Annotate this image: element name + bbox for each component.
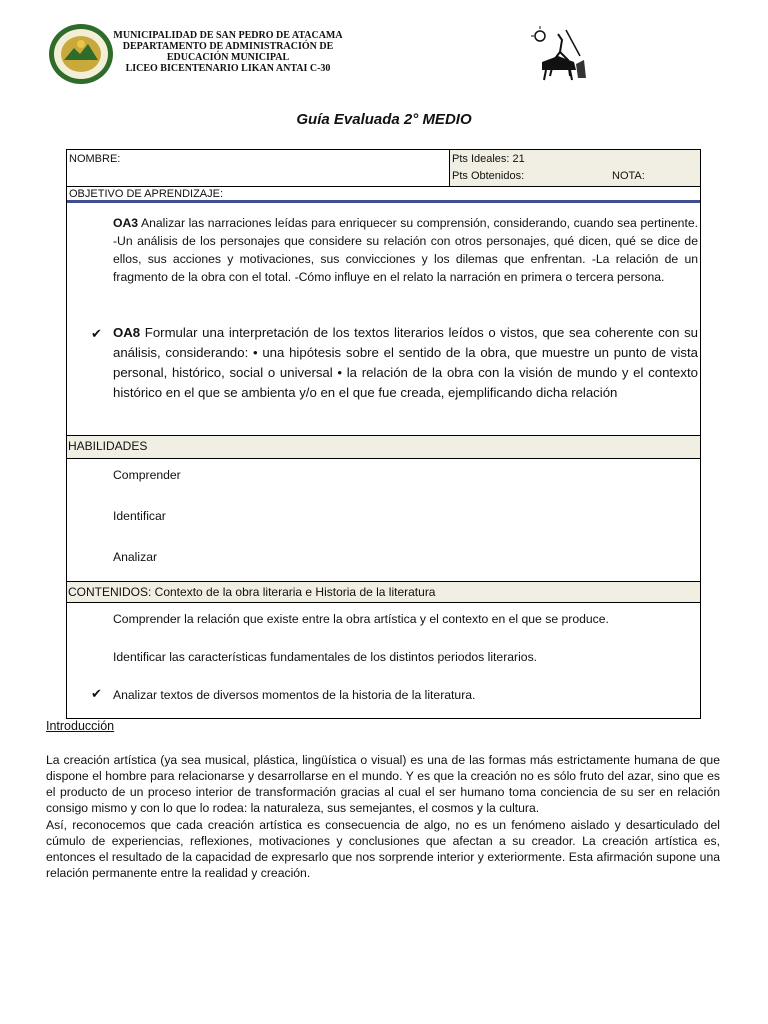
skill-text: Comprender bbox=[113, 468, 181, 482]
intro-paragraph: Así, reconocemos que cada creación artística es consecuencia de algo, no es un fenómeno aislado y desarticulado del cúmulo de experiencias, reflexiones, motivaciones y conclusiones que afectan a su creador. La creación artística es, entonces el resultado de la capacidad de expresarlo que nos sorprende interior y exteriormente. Esta afirmación supone una relación permanente entre la realidad y creación. bbox=[46, 818, 720, 880]
skill-item bbox=[91, 548, 698, 566]
quixote-illustration-icon bbox=[528, 26, 588, 82]
name-row bbox=[67, 150, 700, 187]
header-line: MUNICIPALIDAD DE SAN PEDRO DE ATACAMA bbox=[113, 30, 343, 41]
score-cell bbox=[449, 150, 700, 186]
content-item bbox=[91, 648, 698, 666]
objective-oa8 bbox=[91, 323, 698, 403]
header-line: LICEO BICENTENARIO LIKAN ANTAI C-30 bbox=[125, 63, 331, 74]
skill-item bbox=[91, 507, 698, 525]
habilidades-header: HABILIDADES bbox=[67, 435, 700, 459]
header-line: DEPARTAMENTO DE ADMINISTRACIÓN DE bbox=[122, 41, 334, 52]
skill-text: Identificar bbox=[113, 509, 166, 523]
nombre-label: NOMBRE: bbox=[69, 153, 121, 165]
intro-paragraph: La creación artística (ya sea musical, plástica, lingüística o visual) es una de las formas más estrictamente humana de que dispone el hombre para relacionarse y desarrollarse en el mundo. Y es que la creación no es sólo fruto del azar, sino que es el producto de un proceso interior de transformación gracias al cual el ser humano toma conciencia de su ser en relación consigo mismo y con lo que lo rodea: la naturaleza, sus semejantes, el cosmos y la cultura. bbox=[46, 753, 720, 815]
content-text: Analizar textos de diversos momentos de la historia de la literatura. bbox=[113, 688, 476, 702]
page-title: Guía Evaluada 2° MEDIO bbox=[296, 111, 472, 128]
skill-item bbox=[91, 466, 698, 484]
content-item bbox=[91, 686, 698, 704]
objective-oa3 bbox=[91, 214, 698, 286]
school-header bbox=[108, 30, 348, 74]
introduccion-heading: Introducción bbox=[46, 719, 115, 733]
objective-text: Formular una interpretación de los textos literarios leídos o vistos, que sea coherente con su análisis, considerando: • una hipótesis sobre el sentido de la obra, que muestre un punto de vista personal, histórico, social o universal • la relación de la obra con la visión de mundo y el contexto histórico en el que se ambienta y/o en el que fue creada, ejemplificando dicha relación bbox=[113, 325, 698, 400]
objective-code: OA8 bbox=[113, 325, 141, 340]
checkmark-icon: ✔ bbox=[91, 687, 102, 702]
checkmark-icon: ✔ bbox=[91, 327, 102, 342]
evaluation-table bbox=[66, 149, 701, 719]
content-text: Identificar las características fundamentales de los distintos periodos literarios. bbox=[113, 650, 538, 664]
contenidos-header: CONTENIDOS: Contexto de la obra literaria e Historia de la literatura bbox=[67, 581, 700, 603]
objetivo-label: OBJETIVO DE APRENDIZAJE: bbox=[69, 188, 224, 200]
objetivo-row bbox=[67, 187, 700, 203]
nota-label: NOTA: bbox=[612, 170, 645, 182]
content-text: Comprender la relación que existe entre la obra artística y el contexto en el que se produce. bbox=[113, 612, 609, 626]
school-seal-icon bbox=[46, 22, 116, 86]
objective-code: OA3 bbox=[113, 216, 139, 230]
skill-text: Analizar bbox=[113, 550, 158, 564]
header-line: EDUCACIÓN MUNICIPAL bbox=[166, 52, 290, 63]
objective-text: Analizar las narraciones leídas para enriquecer su comprensión, considerando, cuando sea pertinente. -Un análisis de los personajes que considere su relación con otros personajes, qué dicen, qué se dice de ellos, sus acciones y motivaciones, sus convicciones y los dilemas que enfrentan. -La relación de un fragmento de la obra con el total. -Cómo influye en el relato la narración en primera o tercera persona. bbox=[113, 216, 698, 284]
content-item bbox=[91, 610, 698, 628]
pts-obtenidos: Pts Obtenidos: bbox=[452, 170, 525, 182]
pts-ideales: Pts Ideales: 21 bbox=[452, 153, 525, 165]
